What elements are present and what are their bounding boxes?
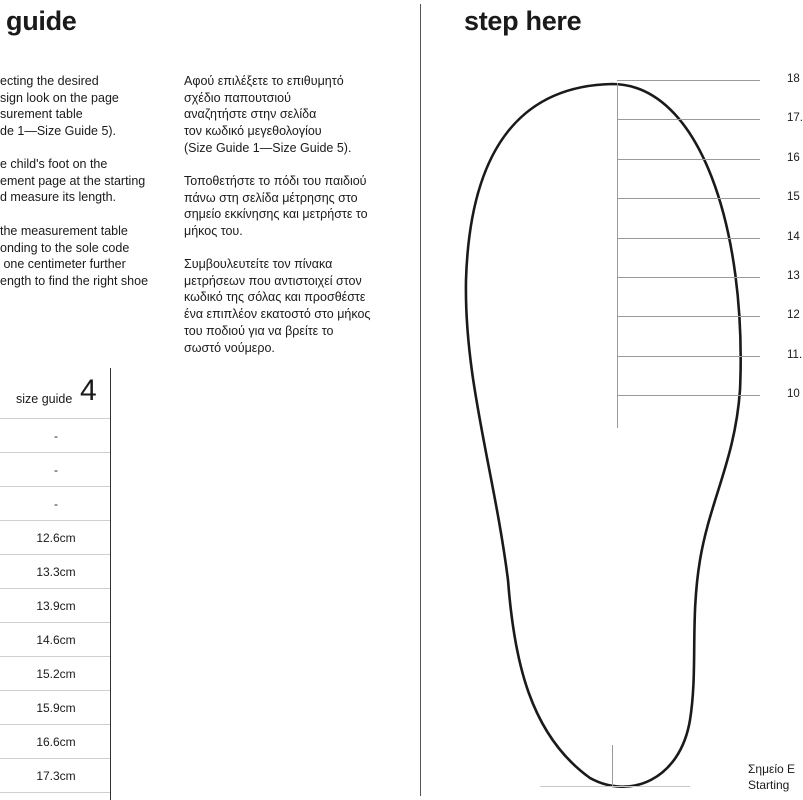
right-page-title: step here [464, 6, 582, 36]
ruler-tick [617, 238, 760, 239]
ruler-tick-label: 18 [787, 73, 800, 85]
table-row-divider [0, 758, 110, 759]
table-row-divider [0, 724, 110, 725]
starting-point-label-greek: Σημείο Ε [748, 762, 796, 776]
table-row-divider [0, 418, 110, 419]
starting-point-mark [612, 745, 613, 787]
table-cell: 17.3cm [36, 769, 76, 783]
table-row-divider [0, 622, 110, 623]
ruler-tick [617, 395, 760, 396]
table-cell: 12.6cm [36, 531, 76, 545]
english-instruction-3: the measurement table onding to the sole code one centimeter further ength to find the right shoe [0, 224, 149, 289]
starting-point-label-english: Starting [748, 778, 790, 792]
table-header-number: 4 [80, 374, 97, 407]
ruler-tick-label: 11. [787, 349, 803, 361]
table-cell: - [54, 497, 58, 511]
starting-point-baseline [540, 786, 690, 787]
table-cell: - [54, 429, 58, 443]
table-header-label: size guide [16, 392, 73, 406]
english-instruction-2: e child's foot on the ement page at the starting d measure its length. [0, 157, 146, 205]
table-row-divider [0, 486, 110, 487]
table-cell: 15.9cm [36, 701, 76, 715]
greek-instruction-2: Τοποθετήστε το πόδι του παιδιού πάνω στη σελίδα μέτρησης στο σημείο εκκίνησης και μετρήστε το μήκος του. [184, 174, 368, 239]
table-cell: 13.9cm [36, 599, 76, 613]
ruler-tick [617, 80, 760, 81]
greek-instruction-3: Συμβουλευτείτε τον πίνακα μετρήσεων που αντιστοιχεί στον κωδικό της σόλας και προσθέστε ένα επιπλέον εκατοστό στο μήκος του ποδιού για να βρείτε το σωστό νούμερο. [184, 257, 371, 355]
table-cell: 16.6cm [36, 735, 76, 749]
ruler-tick-label: 12 [787, 309, 800, 321]
table-cell: - [54, 463, 58, 477]
table-cell: 15.2cm [36, 667, 76, 681]
ruler-vertical-line [617, 83, 618, 428]
table-row-divider [0, 792, 110, 793]
foot-outline [440, 75, 750, 795]
table-row-divider [0, 656, 110, 657]
table-row-divider [0, 554, 110, 555]
ruler-tick [617, 198, 760, 199]
table-cell: 14.6cm [36, 633, 76, 647]
ruler-tick-label: 15 [787, 191, 800, 203]
ruler-tick-label: 13 [787, 270, 800, 282]
table-row-divider [0, 588, 110, 589]
table-row-divider [0, 452, 110, 453]
english-instruction-1: ecting the desired sign look on the page surement table de 1—Size Guide 5). [0, 74, 119, 139]
ruler-tick-label: 10 [787, 388, 800, 400]
ruler-tick [617, 159, 760, 160]
table-cell: 13.3cm [36, 565, 76, 579]
ruler-tick-label: 16 [787, 152, 800, 164]
ruler-tick-label: 14 [787, 231, 800, 243]
ruler-tick-label: 17. [787, 112, 803, 124]
table-row-divider [0, 690, 110, 691]
ruler-tick [617, 356, 760, 357]
ruler-tick [617, 119, 760, 120]
ruler-tick [617, 277, 760, 278]
page-divider [420, 4, 421, 796]
left-page-title: guide [6, 6, 77, 36]
table-row-divider [0, 520, 110, 521]
ruler-tick [617, 316, 760, 317]
greek-instruction-1: Αφού επιλέξετε το επιθυμητό σχέδιο παπουτσιού αναζητήστε στην σελίδα τον κωδικό μεγεθολογίου (Size Guide 1—Size Guide 5). [184, 74, 352, 155]
